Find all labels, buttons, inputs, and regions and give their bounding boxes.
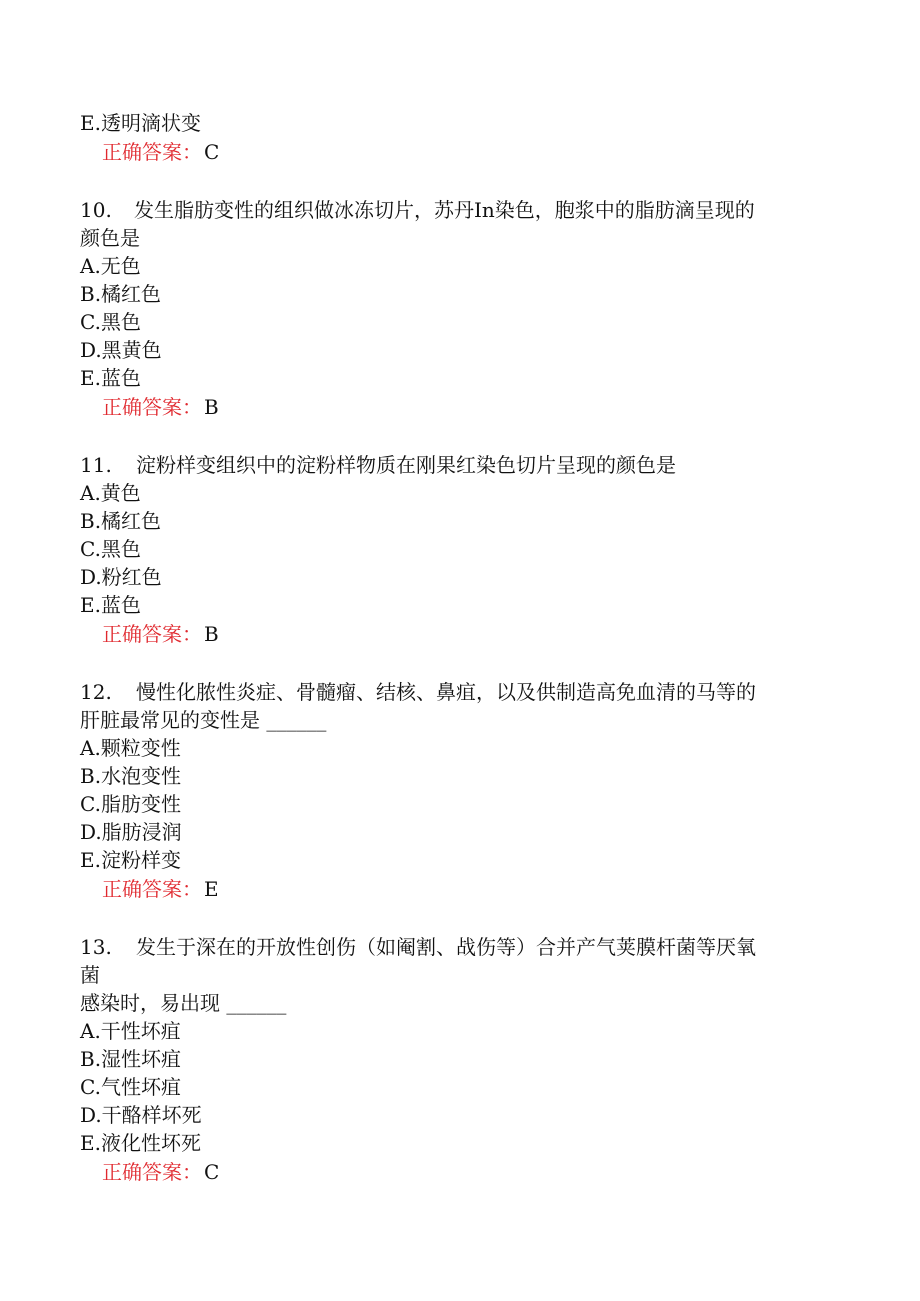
answer-value: C bbox=[204, 1160, 220, 1184]
q11-option-b: B.橘红色 bbox=[80, 509, 162, 533]
q12-option-a: A.颗粒变性 bbox=[80, 736, 181, 760]
q12-stem-line2: 肝脏最常见的变性是 ______ bbox=[80, 708, 327, 732]
q12-option-b: B.水泡变性 bbox=[80, 764, 182, 788]
q9-option-e: E.透明滴状变 bbox=[80, 111, 201, 135]
q13-option-e: E.液化性坏死 bbox=[80, 1131, 201, 1155]
question-stem: 淀粉样变组织中的淀粉样物质在刚果红染色切片呈现的颜色是 bbox=[136, 453, 676, 477]
q12-option-c: C.脂肪变性 bbox=[80, 792, 181, 816]
q11-answer bbox=[102, 620, 219, 648]
q11-option-c: C.黑色 bbox=[80, 537, 141, 561]
q10-option-c: C.黑色 bbox=[80, 310, 141, 334]
answer-label: 正确答案： bbox=[102, 395, 202, 419]
q12-option-e: E.淀粉样变 bbox=[80, 848, 181, 872]
question-stem: 发生脂肪变性的组织做冰冻切片，苏丹In染色，胞浆中的脂肪滴呈现的 bbox=[134, 198, 755, 222]
q9-answer bbox=[102, 138, 219, 166]
answer-value: E bbox=[204, 877, 219, 901]
answer-value: C bbox=[204, 140, 220, 164]
answer-value: B bbox=[204, 395, 219, 419]
answer-label: 正确答案： bbox=[102, 1160, 202, 1184]
answer-label: 正确答案： bbox=[102, 140, 202, 164]
q10-stem-line2: 颜色是 bbox=[80, 226, 140, 250]
q13-stem-line2: 菌 bbox=[80, 963, 100, 987]
q10-option-b: B.橘红色 bbox=[80, 282, 162, 306]
q13-stem-line3: 感染时，易出现 ______ bbox=[80, 991, 287, 1015]
answer-label: 正确答案： bbox=[102, 622, 202, 646]
q12-stem-line1 bbox=[80, 678, 756, 706]
q10-option-a: A.无色 bbox=[80, 254, 141, 278]
question-stem: 发生于深在的开放性创伤（如阉割、战伤等）合并产气荚膜杆菌等厌氧 bbox=[136, 935, 756, 959]
q10-option-e: E.蓝色 bbox=[80, 366, 141, 390]
q11-option-e: E.蓝色 bbox=[80, 593, 141, 617]
question-number: 11. bbox=[80, 453, 112, 477]
q11-option-d: D.粉红色 bbox=[80, 565, 162, 589]
q12-option-d: D.脂肪浸润 bbox=[80, 820, 182, 844]
q13-answer bbox=[102, 1158, 219, 1186]
q10-answer bbox=[102, 393, 219, 421]
q13-option-a: A.干性坏疽 bbox=[80, 1019, 181, 1043]
q11-option-a: A.黄色 bbox=[80, 481, 141, 505]
q13-option-d: D.干酪样坏死 bbox=[80, 1103, 202, 1127]
question-stem: 慢性化脓性炎症、骨髓瘤、结核、鼻疽，以及供制造高免血清的马等的 bbox=[136, 680, 756, 704]
q10-stem-line1 bbox=[80, 196, 755, 224]
q13-stem-line1 bbox=[80, 933, 756, 961]
q11-stem-line1 bbox=[80, 451, 676, 479]
q10-option-d: D.黑黄色 bbox=[80, 338, 162, 362]
answer-label: 正确答案： bbox=[102, 877, 202, 901]
q13-option-c: C.气性坏疽 bbox=[80, 1075, 181, 1099]
question-number: 13. bbox=[80, 935, 112, 959]
answer-value: B bbox=[204, 622, 219, 646]
q13-option-b: B.湿性坏疽 bbox=[80, 1047, 182, 1071]
question-number: 10. bbox=[80, 198, 112, 222]
q12-answer bbox=[102, 875, 219, 903]
question-number: 12. bbox=[80, 680, 112, 704]
